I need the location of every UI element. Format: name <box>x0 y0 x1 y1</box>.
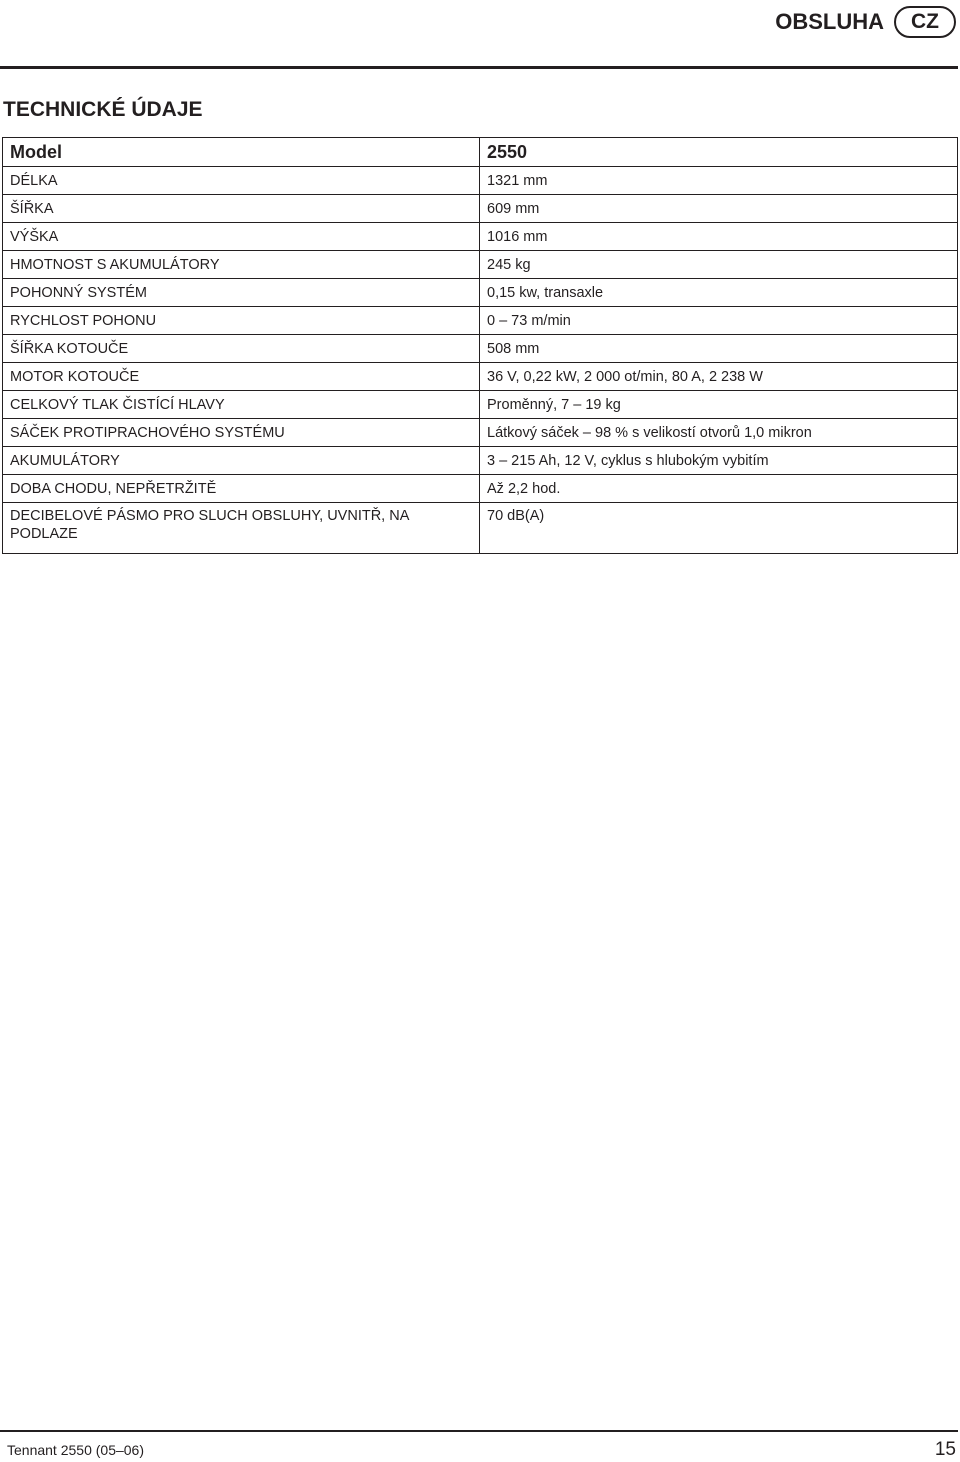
footer-divider <box>0 1430 958 1432</box>
language-badge: CZ <box>894 6 956 38</box>
page-title: TECHNICKÉ ÚDAJE <box>3 98 203 121</box>
table-row <box>3 419 958 447</box>
spec-value: 0,15 kw, transaxle <box>480 279 958 307</box>
header-divider <box>0 66 958 69</box>
table-row <box>3 447 958 475</box>
spec-label: POHONNÝ SYSTÉM <box>3 279 480 307</box>
page-number: 15 <box>934 1439 956 1460</box>
spec-label: RYCHLOST POHONU <box>3 307 480 335</box>
spec-label: VÝŠKA <box>3 223 480 251</box>
footer-document-id: Tennant 2550 (05–06) <box>7 1442 144 1458</box>
spec-label: ŠÍŘKA <box>3 195 480 223</box>
spec-value: 609 mm <box>480 195 958 223</box>
spec-value: 3 – 215 Ah, 12 V, cyklus s hlubokým vybitím <box>480 447 958 475</box>
spec-label: CELKOVÝ TLAK ČISTÍCÍ HLAVY <box>3 391 480 419</box>
spec-label: HMOTNOST S AKUMULÁTORY <box>3 251 480 279</box>
spec-label: DÉLKA <box>3 167 480 195</box>
table-row <box>3 503 958 554</box>
page-header <box>775 4 956 40</box>
spec-value: Látkový sáček – 98 % s velikostí otvorů 1,0 mikron <box>480 419 958 447</box>
spec-label: ŠÍŘKA KOTOUČE <box>3 335 480 363</box>
spec-label: DECIBELOVÉ PÁSMO PRO SLUCH OBSLUHY, UVNITŘ, NA PODLAZE <box>3 503 480 554</box>
model-value: 2550 <box>480 138 958 167</box>
table-row <box>3 391 958 419</box>
spec-value: 508 mm <box>480 335 958 363</box>
spec-label: AKUMULÁTORY <box>3 447 480 475</box>
table-row <box>3 475 958 503</box>
table-row <box>3 223 958 251</box>
spec-value: 245 kg <box>480 251 958 279</box>
table-row <box>3 363 958 391</box>
spec-label: DOBA CHODU, NEPŘETRŽITĚ <box>3 475 480 503</box>
spec-label: MOTOR KOTOUČE <box>3 363 480 391</box>
spec-value: 36 V, 0,22 kW, 2 000 ot/min, 80 A, 2 238 W <box>480 363 958 391</box>
spec-value: 70 dB(A) <box>480 503 958 554</box>
spec-value: 0 – 73 m/min <box>480 307 958 335</box>
table-row <box>3 195 958 223</box>
spec-label: SÁČEK PROTIPRACHOVÉHO SYSTÉMU <box>3 419 480 447</box>
table-row <box>3 335 958 363</box>
specifications-table <box>2 137 958 554</box>
model-label: Model <box>3 138 480 167</box>
table-row <box>3 167 958 195</box>
spec-value: Proměnný, 7 – 19 kg <box>480 391 958 419</box>
table-row <box>3 279 958 307</box>
spec-value: Až 2,2 hod. <box>480 475 958 503</box>
section-name: OBSLUHA <box>775 9 884 34</box>
table-header-row <box>3 138 958 167</box>
table-row <box>3 307 958 335</box>
spec-value: 1321 mm <box>480 167 958 195</box>
spec-value: 1016 mm <box>480 223 958 251</box>
table-row <box>3 251 958 279</box>
